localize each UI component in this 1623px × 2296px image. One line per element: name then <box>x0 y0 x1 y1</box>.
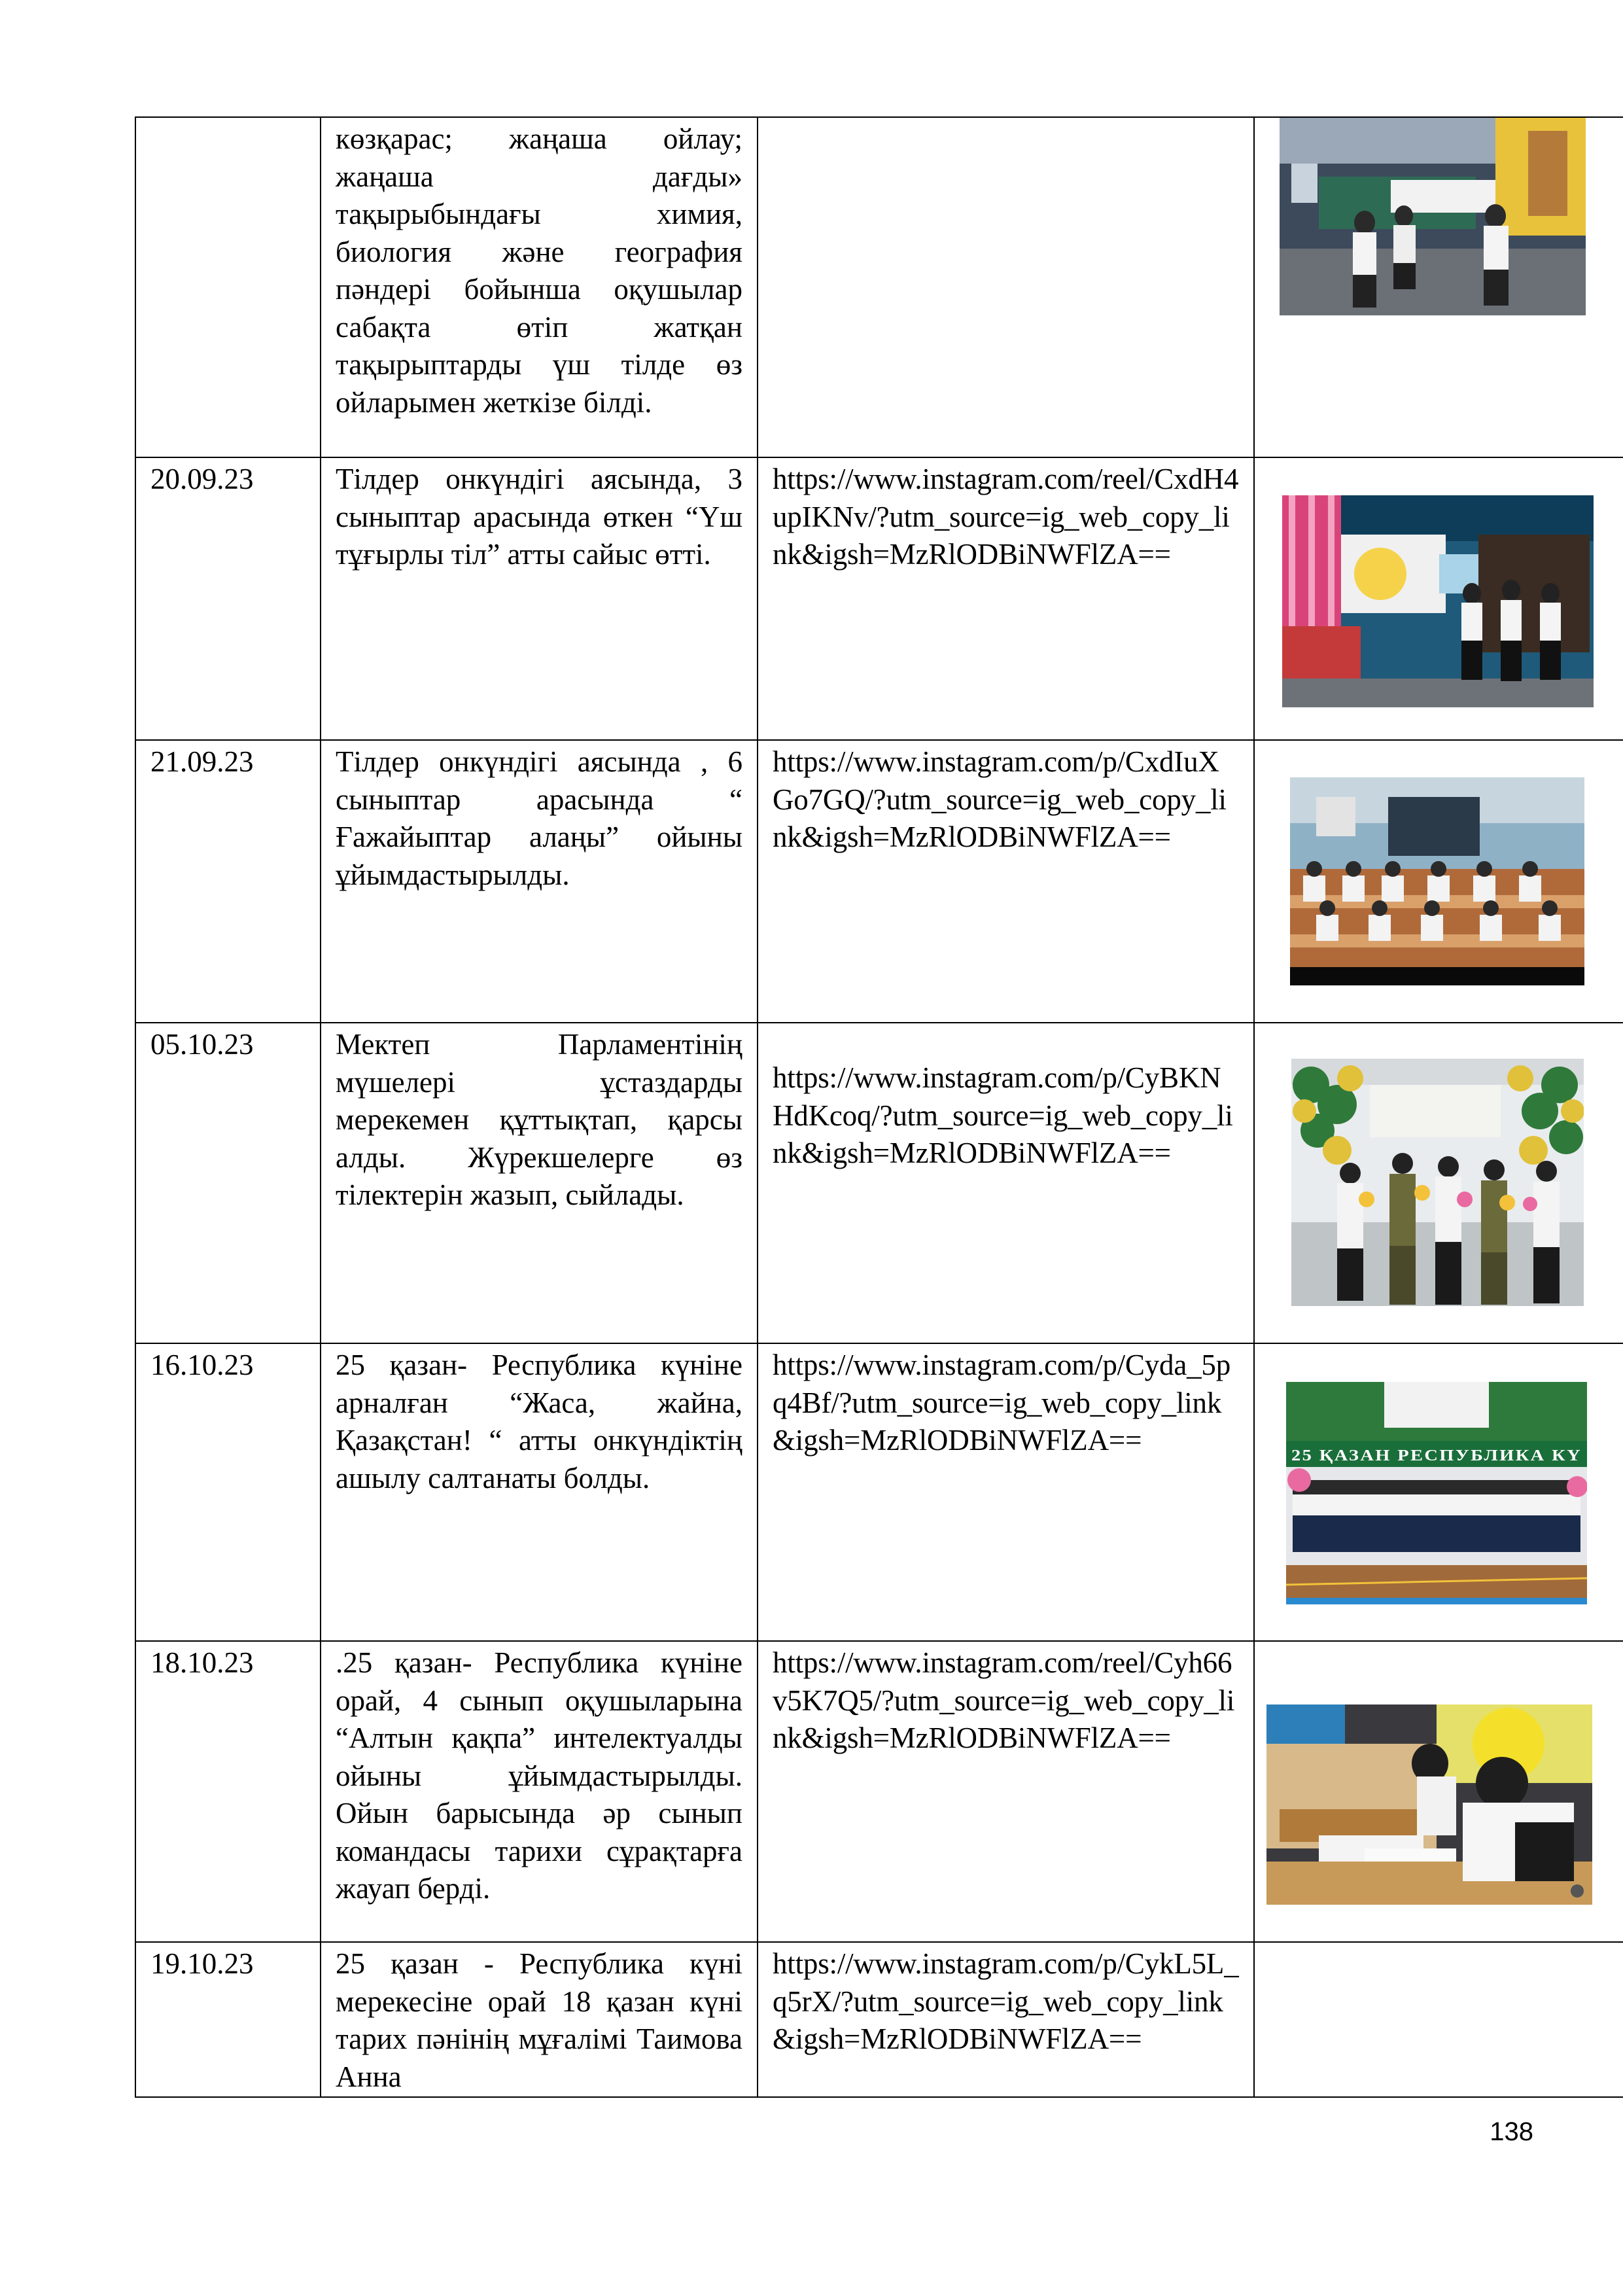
description-cell: 25 қазан- Республика күніне арналған “Жаса, жайна, Қазақстан! “ атты онкүндіктің ашылу салтанаты болды. <box>321 1343 758 1641</box>
table-row <box>135 1641 1623 1942</box>
photo-cell <box>1254 1343 1623 1641</box>
link-cell: https://www.instagram.com/reel/Cyh66v5K7Q5/?utm_source=ig_web_copy_link&igsh=MzRlODBiNWFlZA== <box>758 1641 1254 1942</box>
link-cell: https://www.instagram.com/p/Cyda_5pq4Bf/?utm_source=ig_web_copy_link&igsh=MzRlODBiNWFlZA== <box>758 1343 1254 1641</box>
photo-cell <box>1254 117 1623 457</box>
description-cell: көзқарас; жаңаша ойлау; жаңаша дағды» тақырыбындағы химия, биология және география пәндері бойынша оқушылар сабақта өтіп жатқан тақырыптарды үш тілде өз ойларымен жеткізе білді. <box>321 117 758 457</box>
date-cell: 18.10.23 <box>135 1641 321 1942</box>
events-table <box>135 116 1623 2098</box>
table-row <box>135 740 1623 1023</box>
description-cell: Мектеп Парламентінің мүшелері ұстаздарды мерекемен құттықтап, қарсы алды. Жүрекшелерге өз тілектерін жазып, сыйлады. <box>321 1023 758 1343</box>
description-cell: .25 қазан- Республика күніне орай, 4 сынып оқушыларына “Алтын қақпа” интелектуалды ойыны ұйымдастырылды. Ойын барысында әр сынып командасы тарихи сұрақтарға жауап берді. <box>321 1641 758 1942</box>
date-cell: 16.10.23 <box>135 1343 321 1641</box>
description-cell: Тілдер онкүндігі аясында , 6 сыныптар арасында “ Ғажайыптар алаңы” ойыны ұйымдастырылды. <box>321 740 758 1023</box>
table-row <box>135 1343 1623 1641</box>
photo-cell <box>1254 457 1623 740</box>
table-row <box>135 117 1623 457</box>
classroom-presentation-photo <box>1280 118 1586 315</box>
language-contest-photo <box>1282 495 1594 707</box>
republic-day-opening-photo <box>1286 1382 1587 1604</box>
description-cell: Тілдер онкүндігі аясында, 3 сыныптар арасында өткен “Үш тұғырлы тіл” атты сайыс өтті. <box>321 457 758 740</box>
date-cell <box>135 117 321 457</box>
photo-cell <box>1254 1942 1623 2097</box>
school-parliament-photo <box>1291 1059 1584 1306</box>
link-cell: https://www.instagram.com/p/CykL5L_q5rX/?utm_source=ig_web_copy_link&igsh=MzRlODBiNWFlZA== <box>758 1942 1254 2097</box>
page-number: 138 <box>1490 2117 1533 2146</box>
date-cell: 20.09.23 <box>135 457 321 740</box>
date-cell: 05.10.23 <box>135 1023 321 1343</box>
banner-text: 25 ҚАЗАН РЕСПУБЛИКА КҮ <box>1291 1447 1582 1464</box>
quiz-game-photo <box>1266 1704 1592 1905</box>
photo-cell <box>1254 1023 1623 1343</box>
table-row <box>135 457 1623 740</box>
link-cell: https://www.instagram.com/p/CyBKNHdKcoq/?utm_source=ig_web_copy_link&igsh=MzRlODBiNWFlZA== <box>758 1023 1254 1343</box>
table-row <box>135 1023 1623 1343</box>
description-cell: 25 қазан - Республика күні мерекесіне орай 18 қазан күні тарих пәнінің мұғалімі Таимова Анна <box>321 1942 758 2097</box>
photo-cell <box>1254 1641 1623 1942</box>
link-cell <box>758 117 1254 457</box>
date-cell: 19.10.23 <box>135 1942 321 2097</box>
table-row <box>135 1942 1623 2097</box>
photo-cell <box>1254 740 1623 1023</box>
link-cell: https://www.instagram.com/reel/CxdH4upIKNv/?utm_source=ig_web_copy_link&igsh=MzRlODBiNWFlZA== <box>758 457 1254 740</box>
classroom-game-photo <box>1290 777 1584 985</box>
link-cell: https://www.instagram.com/p/CxdIuXGo7GQ/?utm_source=ig_web_copy_link&igsh=MzRlODBiNWFlZA== <box>758 740 1254 1023</box>
date-cell: 21.09.23 <box>135 740 321 1023</box>
